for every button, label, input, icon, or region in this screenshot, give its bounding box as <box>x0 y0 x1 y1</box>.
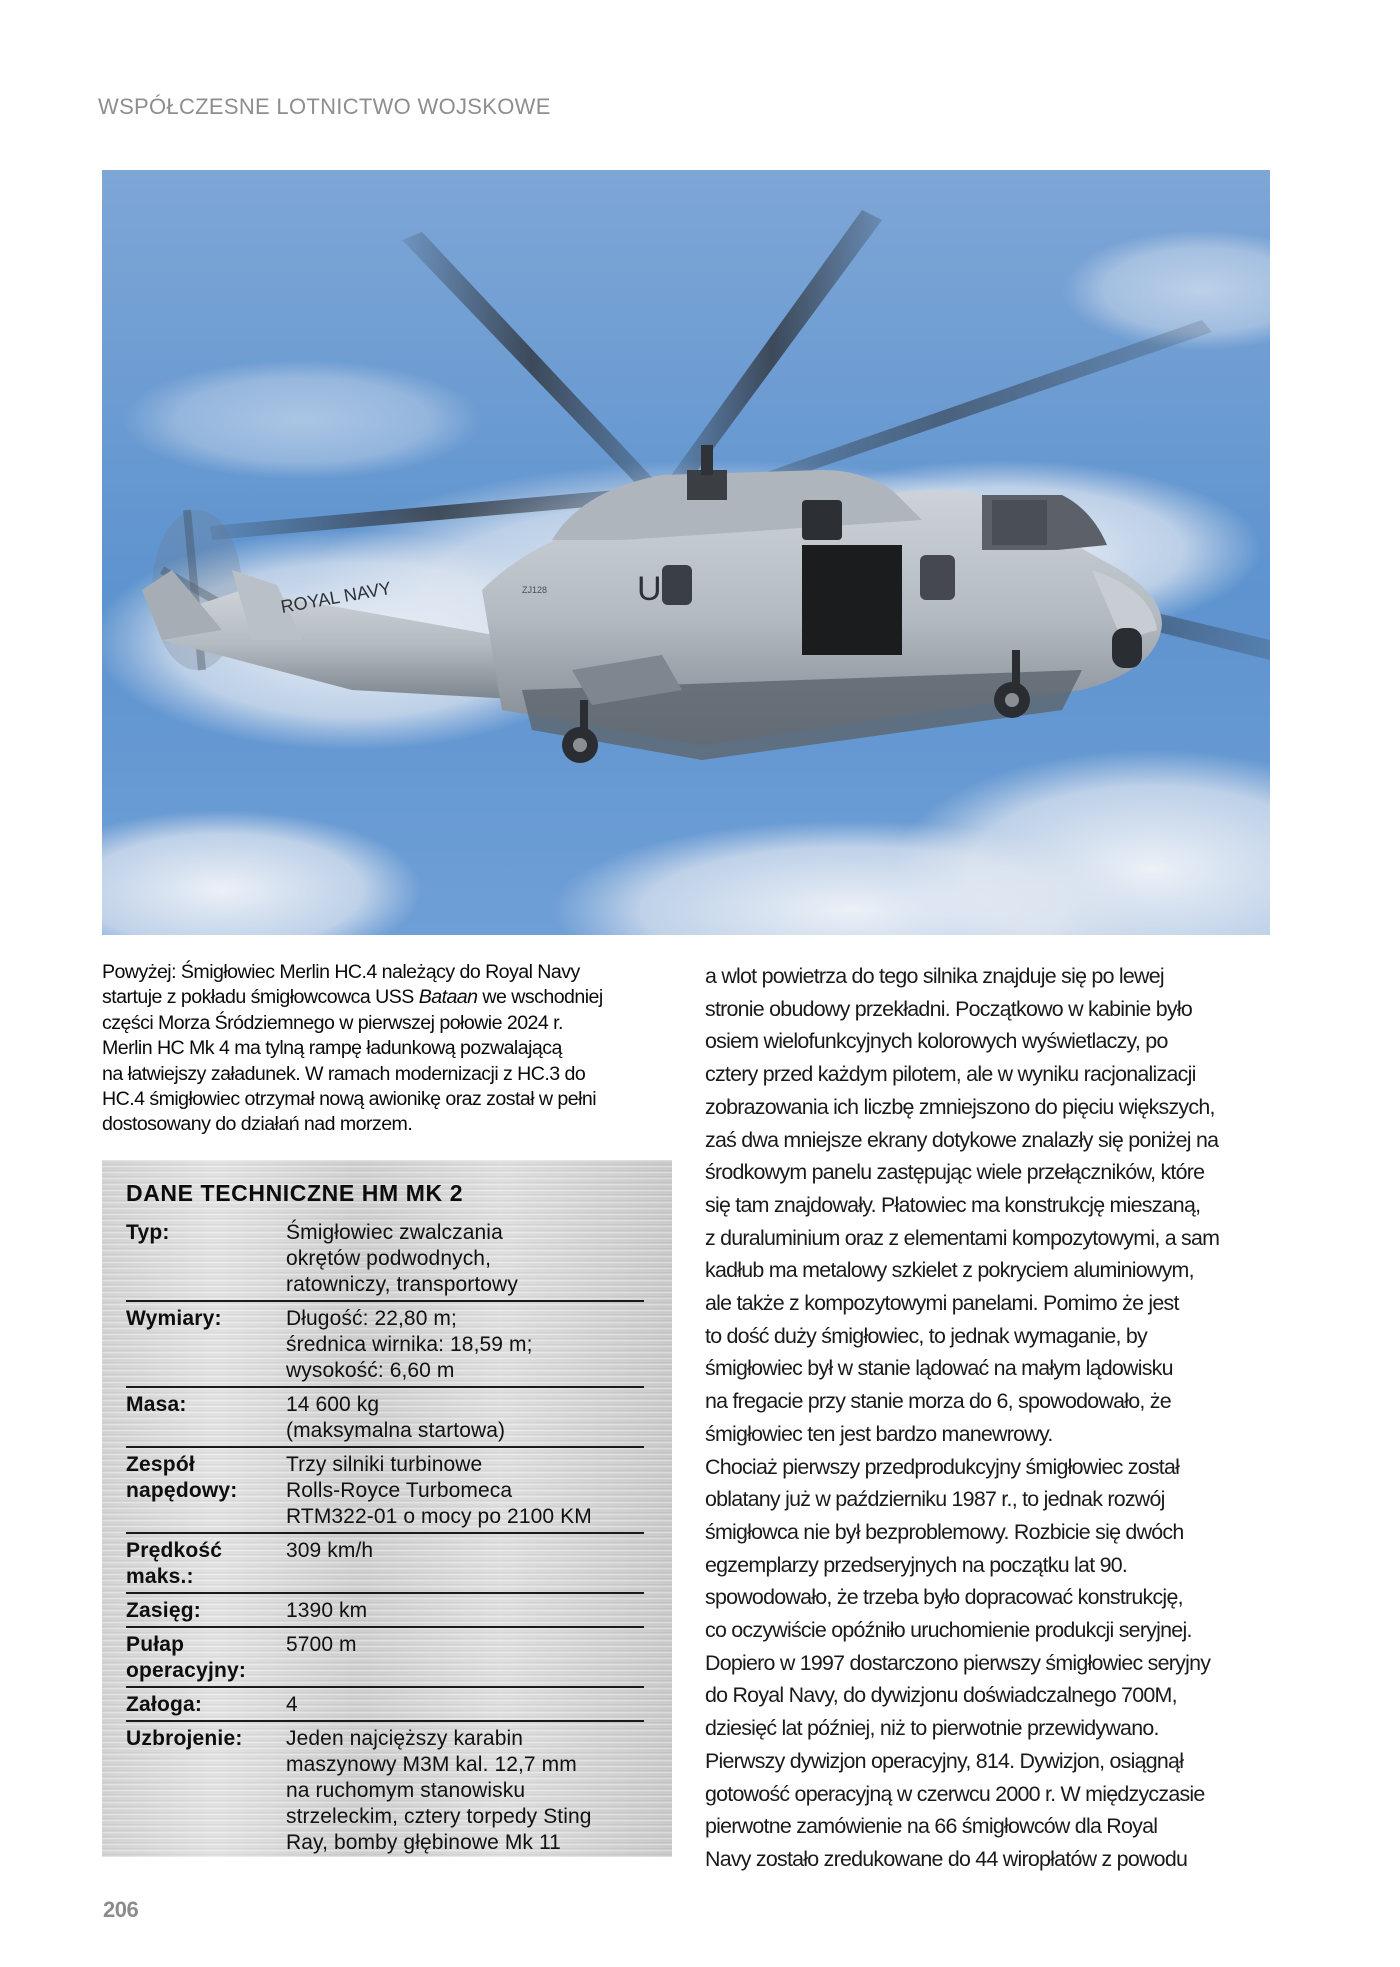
spec-label <box>126 1392 286 1444</box>
spec-value-line: 1390 km <box>286 1599 368 1622</box>
body-line: Chociaż pierwszy przedprodukcyjny śmigłowiec został <box>705 1454 1180 1479</box>
helicopter-photo <box>102 170 1270 935</box>
body-line: stronie obudowy przekładni. Początkowo w kabinie było <box>705 996 1192 1021</box>
caption-text: startuje z pokładu śmigłowcowca USS <box>102 986 419 1009</box>
spec-label <box>126 1632 286 1684</box>
body-line: dziesięć lat później, niż to pierwotnie przewidywano. <box>705 1716 1159 1741</box>
caption-line: na łatwiejszy załadunek. W ramach modernizacji z HC.3 do <box>102 1062 586 1085</box>
spec-label <box>126 1452 286 1530</box>
spec-value <box>286 1306 644 1384</box>
body-line: śmigłowiec ten jest bardzo manewrowy. <box>705 1421 1053 1446</box>
spec-value-line: 309 km/h <box>286 1539 374 1562</box>
spec-label-line: Pułap <box>126 1633 185 1656</box>
spec-value-line: 14 600 kg <box>286 1393 380 1416</box>
spec-label-line: Prędkość <box>126 1539 223 1562</box>
code-letter: U <box>637 570 662 608</box>
spec-value-line: okrętów podwodnych, <box>286 1247 492 1270</box>
spec-value-line: RTM322-01 o mocy po 2100 KM <box>286 1505 592 1528</box>
spec-value-line: ratowniczy, transportowy <box>286 1273 518 1296</box>
spec-value-line: 5700 m <box>286 1633 357 1656</box>
spec-table <box>126 1216 644 1858</box>
cabin-door <box>802 545 902 655</box>
body-line: Pierwszy dywizjon operacyjny, 814. Dywizjon, osiągnął <box>705 1748 1184 1773</box>
spec-label-line: Wymiary: <box>126 1307 222 1330</box>
spec-label <box>126 1692 286 1718</box>
body-line: to dość duży śmigłowiec, to jednak wymaganie, by <box>705 1323 1147 1348</box>
body-line: środkowym panelu zastępując wiele przełączników, które <box>705 1160 1205 1185</box>
spec-value-line: Trzy silniki turbinowe <box>286 1453 483 1476</box>
body-line: oblatany już w październiku 1987 r., to jednak rozwój <box>705 1487 1165 1512</box>
spec-value <box>286 1598 644 1624</box>
running-head: WSPÓŁCZESNE LOTNICTWO WOJSKOWE <box>98 94 551 119</box>
body-line: Navy zostało zredukowane do 44 wiropłatów z powodu <box>705 1846 1188 1871</box>
spec-label-line: Zasięg: <box>126 1599 201 1622</box>
spec-value <box>286 1392 644 1444</box>
spec-value <box>286 1632 644 1684</box>
caption-line <box>102 985 682 1010</box>
spec-value-line: (maksymalna startowa) <box>286 1419 506 1442</box>
body-line: zobrazowania ich liczbę zmniejszono do pięciu większych, <box>705 1094 1215 1119</box>
serial-marking: ZJ128 <box>522 585 548 595</box>
spec-value-line: Śmigłowiec zwalczania <box>286 1221 503 1244</box>
spec-label <box>126 1538 286 1590</box>
body-line: z duraluminium oraz z elementami kompozytowymi, a sam <box>705 1225 1220 1250</box>
caption-line: części Morza Śródziemnego w pierwszej połowie 2024 r. <box>102 1011 563 1034</box>
spec-label-line: Uzbrojenie: <box>126 1727 243 1750</box>
body-line: się tam znajdowały. Płatowiec ma konstrukcję mieszaną, <box>705 1192 1201 1217</box>
body-line: na fregacie przy stanie morza do 6, spowodowało, że <box>705 1389 1171 1414</box>
spec-value-line: 4 <box>286 1693 298 1716</box>
caption-line: dostosowany do działań nad morzem. <box>102 1113 413 1136</box>
body-line: kadłub ma metalowy szkielet z pokryciem aluminiowym, <box>705 1258 1194 1283</box>
spec-value-line: strzeleckim, cztery torpedy Sting <box>286 1805 592 1828</box>
spec-value-line: Ray, bomby głębinowe Mk 11 <box>286 1831 561 1854</box>
spec-value-line: Rolls-Royce Turbomeca <box>286 1479 513 1502</box>
page-number: 206 <box>103 1897 139 1922</box>
spec-row <box>126 1388 644 1448</box>
spec-row <box>126 1448 644 1534</box>
spec-value <box>286 1726 644 1856</box>
body-line: a wlot powietrza do tego silnika znajduje się po lewej <box>705 964 1164 988</box>
body-line: cztery przed każdym pilotem, ale w wyniku racjonalizacji <box>705 1062 1196 1087</box>
spec-value-line: wysokość: 6,60 m <box>286 1359 455 1382</box>
caption-line: HC.4 śmigłowiec otrzymał nową awionikę oraz został w pełni <box>102 1088 597 1111</box>
spec-row <box>126 1216 644 1302</box>
cloud <box>122 360 482 480</box>
spec-row <box>126 1688 644 1722</box>
spec-value-line: maszynowy M3M kal. 12,7 mm <box>286 1753 577 1776</box>
caption-text: we wschodniej <box>477 986 603 1009</box>
body-line: co oczywiście opóźniło uruchomienie produkcji seryjnej. <box>705 1618 1192 1643</box>
spec-value <box>286 1692 644 1718</box>
spec-row <box>126 1628 644 1688</box>
spec-title: DANE TECHNICZNE HM MK 2 <box>126 1180 464 1206</box>
spec-label <box>126 1306 286 1384</box>
spec-value-line: średnica wirnika: 18,59 m; <box>286 1333 533 1356</box>
body-line: pierwotne zamówienie na 66 śmigłowców dla Royal <box>705 1814 1158 1839</box>
body-line: spowodowało, że trzeba było dopracować konstrukcję, <box>705 1585 1183 1610</box>
body-line: zaś dwa mniejsze ekrany dotykowe znalazły się poniżej na <box>705 1127 1219 1152</box>
spec-value <box>286 1220 644 1298</box>
spec-label-line: operacyjny: <box>126 1659 247 1682</box>
spec-row <box>126 1594 644 1628</box>
body-line: do Royal Navy, do dywizjonu doświadczalnego 700M, <box>705 1683 1177 1708</box>
spec-label <box>126 1220 286 1298</box>
spec-value-line: na ruchomym stanowisku <box>286 1779 526 1802</box>
spec-row <box>126 1302 644 1388</box>
caption-line: Powyżej: Śmigłowiec Merlin HC.4 należący do Royal Navy <box>102 961 580 983</box>
spec-label-line: Typ: <box>126 1221 170 1244</box>
body-line: osiem wielofunkcyjnych kolorowych wyświetlaczy, po <box>705 1029 1168 1054</box>
spec-value-line: Jeden najcięższy karabin <box>286 1727 524 1750</box>
body-line: śmigłowca nie był bezproblemowy. Rozbicie się dwóch <box>705 1519 1184 1544</box>
spec-box <box>102 1160 672 1857</box>
body-line: śmigłowiec był w stanie lądować na małym lądowisku <box>705 1356 1173 1381</box>
spec-row <box>126 1722 644 1858</box>
body-line: egzemplarzy przedseryjnych na początku lat 90. <box>705 1552 1128 1577</box>
spec-value <box>286 1538 644 1590</box>
spec-value-line: Długość: 22,80 m; <box>286 1307 457 1330</box>
spec-label <box>126 1726 286 1856</box>
spec-label-line: maks.: <box>126 1565 194 1588</box>
article-body <box>705 960 1295 1876</box>
spec-label <box>126 1598 286 1624</box>
spec-label-line: Zespół <box>126 1453 195 1476</box>
spec-label-line: Masa: <box>126 1393 187 1416</box>
fuselage-marking: ROYAL NAVY <box>279 577 393 617</box>
spec-row <box>126 1534 644 1594</box>
spec-label-line: napędowy: <box>126 1479 238 1502</box>
body-line: Dopiero w 1997 dostarczono pierwszy śmigłowiec seryjny <box>705 1650 1211 1675</box>
ship-name: Bataan <box>418 986 478 1009</box>
body-line: gotowość operacyjną w czerwcu 2000 r. W międzyczasie <box>705 1781 1205 1806</box>
photo-caption <box>102 960 682 1138</box>
spec-label-line: Załoga: <box>126 1693 203 1716</box>
caption-line: Merlin HC Mk 4 ma tylną rampę ładunkową pozwalającą <box>102 1037 562 1060</box>
body-line: ale także z kompozytowymi panelami. Pomimo że jest <box>705 1291 1179 1316</box>
spec-value <box>286 1452 644 1530</box>
